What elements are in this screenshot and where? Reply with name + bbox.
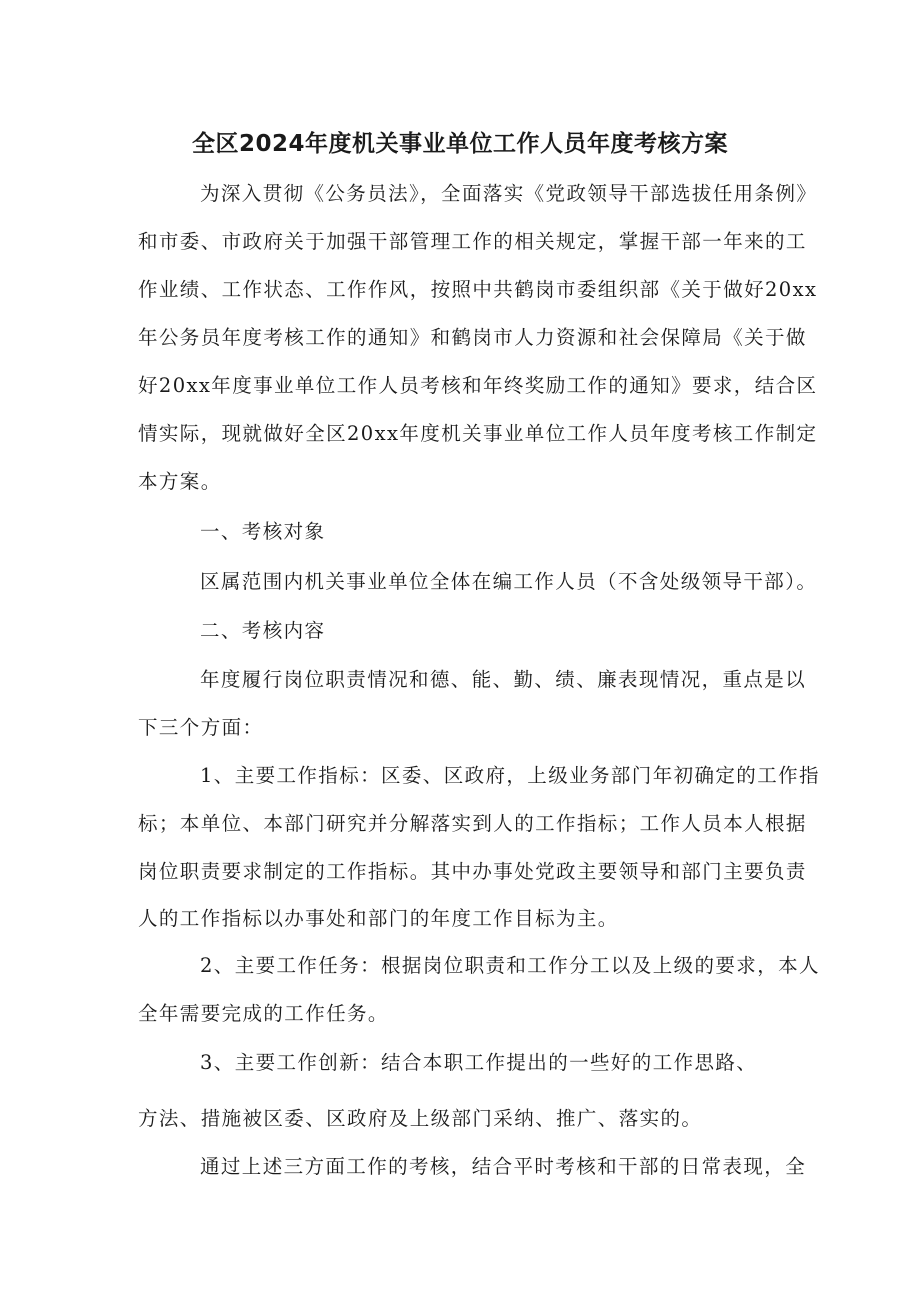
paragraph-line: 人的工作指标以办事处和部门的年度工作目标为主。: [138, 907, 619, 930]
document-title: 全区2024年度机关事业单位工作人员年度考核方案: [191, 131, 728, 157]
paragraph-line: 全年需要完成的工作任务。: [138, 1002, 389, 1025]
section-heading: 一、考核对象: [200, 520, 326, 543]
paragraph-line: 通过上述三方面工作的考核，结合平时考核和干部的日常表现，全: [200, 1155, 807, 1178]
paragraph-line: 本方案。: [138, 470, 222, 493]
paragraph-line: 区属范围内机关事业单位全体在编工作人员（不含处级领导干部）。: [200, 570, 818, 593]
paragraph-line: 好20xx年度事业单位工作人员考核和年终奖励工作的通知》要求，结合区: [138, 374, 818, 397]
paragraph-line: 年公务员年度考核工作的通知》和鹤岗市人力资源和社会保障局《关于做: [138, 326, 807, 349]
paragraph-line: 年度履行岗位职责情况和德、能、勤、绩、廉表现情况，重点是以: [200, 668, 807, 691]
paragraph-line: 岗位职责要求制定的工作指标。其中办事处党政主要领导和部门主要负责: [138, 860, 807, 883]
list-item-line: 2、主要工作任务：根据岗位职责和工作分工以及上级的要求，本人: [200, 954, 820, 977]
paragraph-line: 和市委、市政府关于加强干部管理工作的相关规定，掌握干部一年来的工: [138, 230, 807, 253]
paragraph-line: 作业绩、工作状态、工作作风，按照中共鹤岗市委组织部《关于做好20xx: [138, 278, 818, 301]
paragraph-line: 情实际，现就做好全区20xx年度机关事业单位工作人员年度考核工作制定: [138, 422, 818, 445]
paragraph-line: 下三个方面：: [138, 716, 264, 739]
paragraph-line: 方法、措施被区委、区政府及上级部门采纳、推广、落实的。: [138, 1107, 703, 1130]
section-heading: 二、考核内容: [200, 619, 326, 642]
list-item-line: 3、主要工作创新：结合本职工作提出的一些好的工作思路、: [200, 1051, 758, 1074]
list-item-line: 1、主要工作指标：区委、区政府，上级业务部门年初确定的工作指: [200, 764, 820, 787]
paragraph-line: 标；本单位、本部门研究并分解落实到人的工作指标；工作人员本人根据: [138, 812, 807, 835]
paragraph-line: 为深入贯彻《公务员法》，全面落实《党政领导干部选拔任用条例》: [200, 182, 818, 205]
